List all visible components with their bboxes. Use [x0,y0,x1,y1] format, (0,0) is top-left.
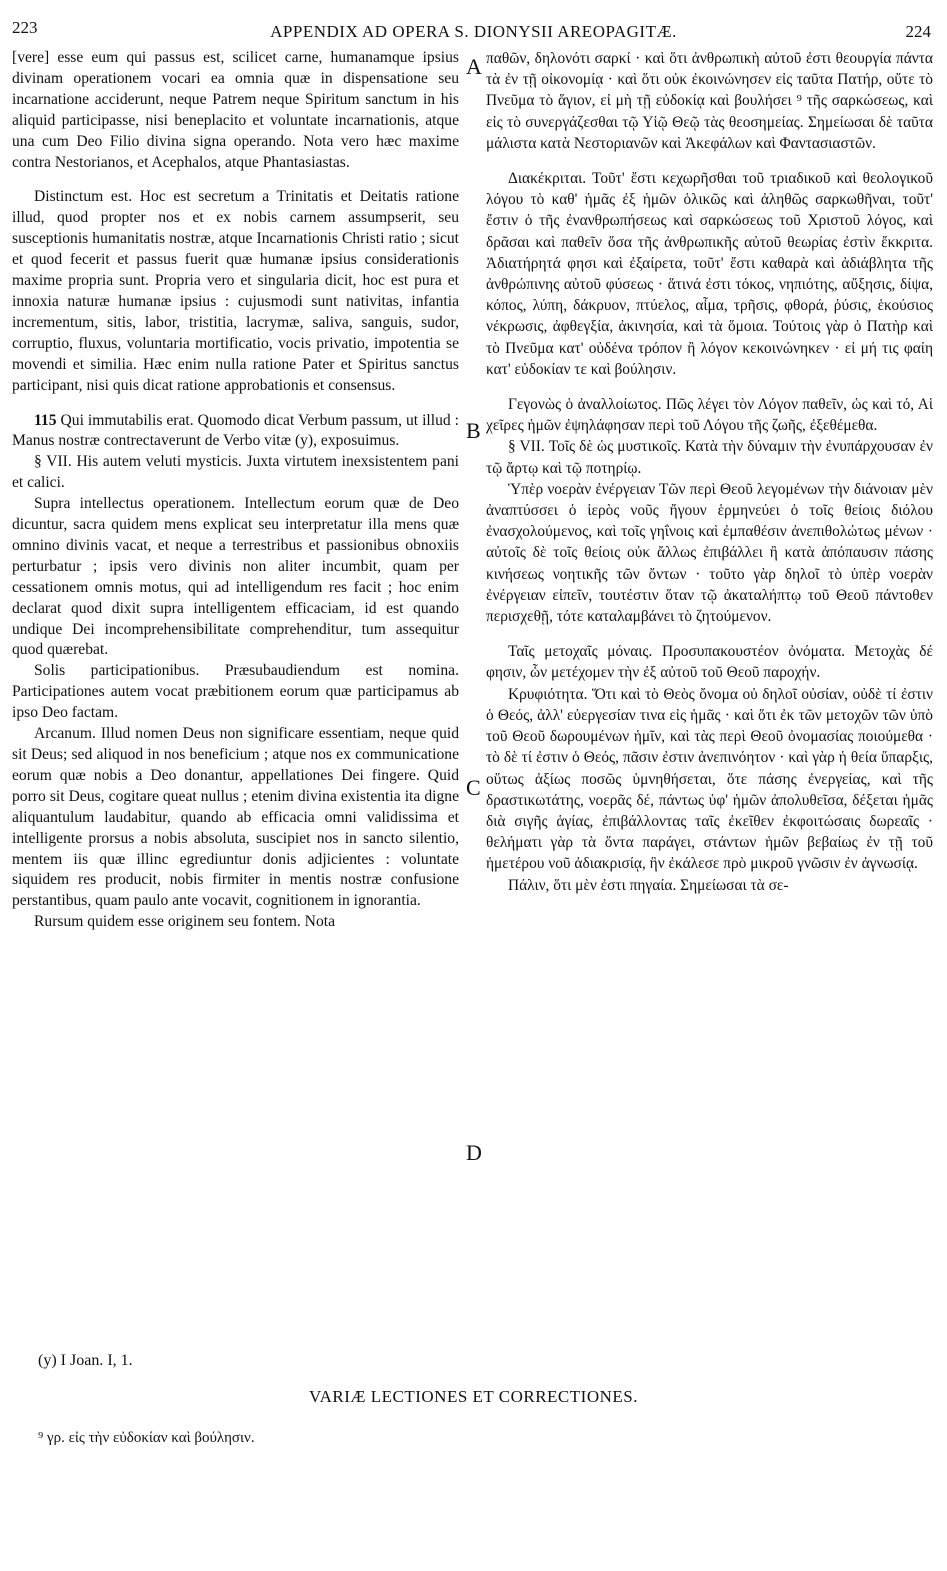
variant-reading: ⁹ γρ. εἰς τὴν εὐδοκίαν καὶ βούλησιν. [38,1430,255,1446]
running-title: APPENDIX AD OPERA S. DIONYSII AREOPAGITÆ. [270,22,677,41]
greek-paragraph: παθῶν, δηλονότι σαρκί · καὶ ὅτι ἀνθρωπικὴ αὐτοῦ ἐστι θεουργία πάντα τὰ ἐν τῇ οἰκονομίᾳ · καὶ ὅτι οὐκ ἐκοινώνησεν εἰς ταῦτα Πατήρ, οὔτε τὸ Πνεῦμα τὸ ἅγιον, εἰ μὴ τῇ εὐδοκίᾳ καὶ βουλήσει ⁹ τῆς σαρκώσεως, καὶ εἰς τὸ συνεργάζεσθαι τῷ Υἱῷ Θεῷ τὰς θεοσημείας. Σημείωσαι δὲ ταῦτα μάλιστα κατὰ Νεστοριανῶν καὶ Ἀκεφάλων καὶ Φαντασιαστῶν. [486,50,933,152]
latin-paragraph-text: Qui immutabilis erat. Quomodo dicat Verbum passum, ut illud : Manus nostræ contrectaverunt de Verbo vitæ (y), exposuimus. [12,411,459,450]
margin-letter: D [466,1140,482,1165]
greek-paragraph: Ὑπὲρ νοερὰν ἐνέργειαν Τῶν περὶ Θεοῦ λεγομένων τὴν διάνοιαν μὲν ἀναπτύσσει ὁ ἱερὸς νοῦς ἤγουν ἑρμηνεύει ὁ τοῖς θείοις διόλου ἐνασχολούμενος, καὶ τοῖς γηΐνοις καὶ ἐμπαθέσιν ἀνεπιθολώτως μένων · αὐτοῖς δὲ τοῖς θείοις οὐκ ἄλλως ἐπιβάλλει ἢ κατὰ ἀπόπαυσιν πάσης κινήσεως νοητικῆς τῶν ὄντων · τοῦτο γὰρ δηλοῖ τὸ ὑπὲρ νοερὰν ἐνέργειαν εἰπεῖν, τουτέστιν ὅταν τῷ ἀκαταλήπτῳ τοῦ Θεοῦ πάντοθεν περισχεθῇ, τότε καταλαμβάνει τὸ ζητούμενον. [486,480,933,626]
greek-paragraph: Κρυφιότητα. Ὅτι καὶ τὸ Θεὸς ὄνομα οὐ δηλοῖ οὐσίαν, οὐδὲ τί ἐστιν ὁ Θεός, ἀλλ' εὐεργεσίαν τινα εἰς ἡμᾶς · καὶ ὅτι ἐκ τῶν μετοχῶν τῶν ὑπὸ τοῦ Θεοῦ δωρουμένων ἡμῖν, καὶ τὰς περὶ Θεοῦ ὀνομασίας ποιούμεθα · τὸ δὲ τί ἐστιν ὁ Θεός, πᾶσιν ἐστιν ἀνεπινόητον · καὶ γὰρ ἡ θεία ὕπαρξις, οὕτως ἀξίως ποσῶς ὑμνηθήσεται, ὅτε πάσης ἐνεργείας, καὶ τῆς δραστικωτάτης, νοερᾶς δέ, πάντως ὑφ' ἡμῶν ἀπολυθεῖσα, δέξεται ἡμᾶς διὰ σιγῆς ἁγίας, ἐπιβάλλοντας ταῖς ἐκεῖθεν ἐκφοιτώσαις δωρεαῖς · θελήματι γὰρ τὰ ὄντα παράγει, στάντων ἡμῶν βεβαίως ἐν τῇ τοῦ ἡμετέρου νοῦ ἀδιακρισίᾳ, ἣν ἐκάλεσε πρὸ μικροῦ γνῶσιν ἐν ἀγνωσίᾳ. [486,685,933,873]
latin-paragraph: Arcanum. Illud nomen Deus non significare essentiam, neque quid sit Deus; sed aliquod in nos beneficium ; atque nos ex communicatione eorum quæ nobis a Deo donantur, appellationes Dei fingere. Quid porro sit Deus, cogitare queat nullus ; etenim divina existentia ita digne aliquantulum laudabitur, quando ab efficacia omni validissima et intelligente prorsus a nobis absoluta, suscipiet nos in sancto silentio, mentem iis quæ illinc egrediuntur donis adjicientes : voluntate siquidem res producit, nobis firmiter in mentis nostræ confusione perstantibus, quam paulo ante vocavit, cognitionem in ignorantia. [12,725,459,910]
margin-letter: B [466,418,481,443]
page-number-right: 224 [905,22,931,41]
latin-paragraph: § VII. His autem veluti mysticis. Juxta virtutem inexsistentem pani et calici. [12,453,459,492]
section-number: 115 [34,411,57,429]
greek-paragraph: Ταῖς μετοχαῖς μόναις. Προσυπακουστέον ὀνόματα. Μετοχὰς δέ φησιν, ὧν μετέχομεν τὴν ἐξ αὐτοῦ τοῦ Θεοῦ παροχήν. [486,643,933,682]
running-header [0,18,947,44]
margin-letter: A [466,54,482,79]
greek-column [486,48,933,896]
latin-paragraph: [vere] esse eum qui passus est, scilicet carne, humanamque ipsius divinam operationem vocari ea omnia quæ in dispensatione seu incarnatione acciderunt, neque Patrem neque Spiritum sanctum in his aliquid participasse, nisi beneplacito et voluntate incarnationis, atque una cum Deo Filio divina signa operando. Nota vero hæc maxime contra Nestorianos, et Acephalos, atque Phantasiastas. [12,49,459,171]
footnote: (y) I Joan. I, 1. [38,1352,133,1369]
margin-letter: C [466,775,481,800]
greek-paragraph: Πάλιν, ὅτι μὲν ἐστι πηγαία. Σημείωσαι τὰ σε- [508,876,789,894]
latin-paragraph [12,411,459,453]
latin-column [12,48,459,933]
greek-paragraph: § VII. Τοῖς δὲ ὡς μυστικοῖς. Κατὰ τὴν δύναμιν τὴν ἐνυπάρχουσαν ἐν τῷ ἄρτῳ καὶ τῷ ποτηρίῳ. [486,438,933,477]
greek-paragraph: Διακέκριται. Τοῦτ' ἔστι κεχωρῆσθαι τοῦ τριαδικοῦ καὶ θεολογικοῦ λόγου τὸ καθ' ἡμᾶς ἐξ ἡμῶν ὁλικῶς καὶ ἀληθῶς σαρκωθῆναι, τοῦτ' ἔστιν ὁ τῆς ἐνανθρωπήσεως καὶ σαρκώσεως τοῦ Χριστοῦ λόγος, καὶ δρᾶσαι καὶ παθεῖν ὅσα τῆς ἀνθρωπικῆς αὐτοῦ θεωρίας ἐστὶν ἔκκριτα. Ἀδιατήρητά φησι καὶ ἐξαίρετα, τοῦτ' ἔστι καθαρὰ καὶ ἀδιάβλητα τῆς ἀνθρώπινης αὐτοῦ φύσεως · ἅτινά ἐστι τόκος, νηπιότης, αὔξησις, δίψα, κόπος, λύπη, δάκρυον, πτύελος, αἷμα, τρῆσις, φθορά, ῥύσις, ἑκούσιος νέκρωσις, ἀφθεγξία, ἀκινησία, καὶ τὰ ὅμοια. Τούτοις γὰρ ὁ Πατὴρ καὶ τὸ Πνεῦμα κατ' οὐδένα τρόπον ἢ λόγον κεκοινώνηκεν · εἰ μή τις φαίη κατ' εὐδοκίαν τε καὶ βούλησιν. [486,170,933,378]
latin-paragraph: Rursum quidem esse originem seu fontem. Nota [34,913,335,931]
latin-paragraph: Solis participationibus. Præsubaudiendum est nomina. Participationes autem vocat præbitionem eorum quæ participamus ab ipso Deo factam. [12,662,459,722]
latin-paragraph: Distinctum est. Hoc est secretum a Trinitatis et Deitatis ratione illud, quod propter nos et ex nobis carnem assumpserit, seu susceptionis humanitatis nostræ, atque Incarnationis Christi ratio ; sicut et quod fecerit et passus fuerit quæ humanæ ipsius considerationis maxime propria sunt. Propria vero et singularia dicit, hoc est pura et innoxia naturæ humanæ ipsius : cujusmodi sunt nativitas, infantia incrementum, sitis, labor, tristitia, lacrymæ, saliva, sanguis, sudor, corruptio, fluxus, voluntaria mortificatio, vocis privatio, impotentia se movendi et similia. Hæc enim nulla ratione Pater et Spiritus sanctus participant, nisi quis dicat ratione approbationis et consensus. [12,188,459,394]
page-number-left: 223 [12,18,38,37]
latin-paragraph: Supra intellectus operationem. Intellectum eorum quæ de Deo dicuntur, sacra quidem mens explicat seu interpretatur illa mens quæ omnino divinis vacat, et neque a terrestribus et passionibus obnoxiis perturbatur ; ipsis vero divinis non aliter incumbit, quam per cessationem omnis motus, qui ad intelligendum res facit ; hoc enim declarat quod dixit supra intelligentem efficaciam, id est quando undique Dei incomprehensibilitate comprehenditur, tum assequitur quod quærebat. [12,495,459,659]
greek-paragraph: Γεγονὼς ὁ ἀναλλοίωτος. Πῶς λέγει τὸν Λόγον παθεῖν, ὡς καὶ τό, Αἱ χεῖρες ἡμῶν ἐψηλάφησαν περὶ τοῦ Λόγου τῆς ζωῆς, ἐξεθέμεθα. [486,396,933,435]
variae-lectiones-title: VARIÆ LECTIONES ET CORRECTIONES. [309,1387,638,1406]
